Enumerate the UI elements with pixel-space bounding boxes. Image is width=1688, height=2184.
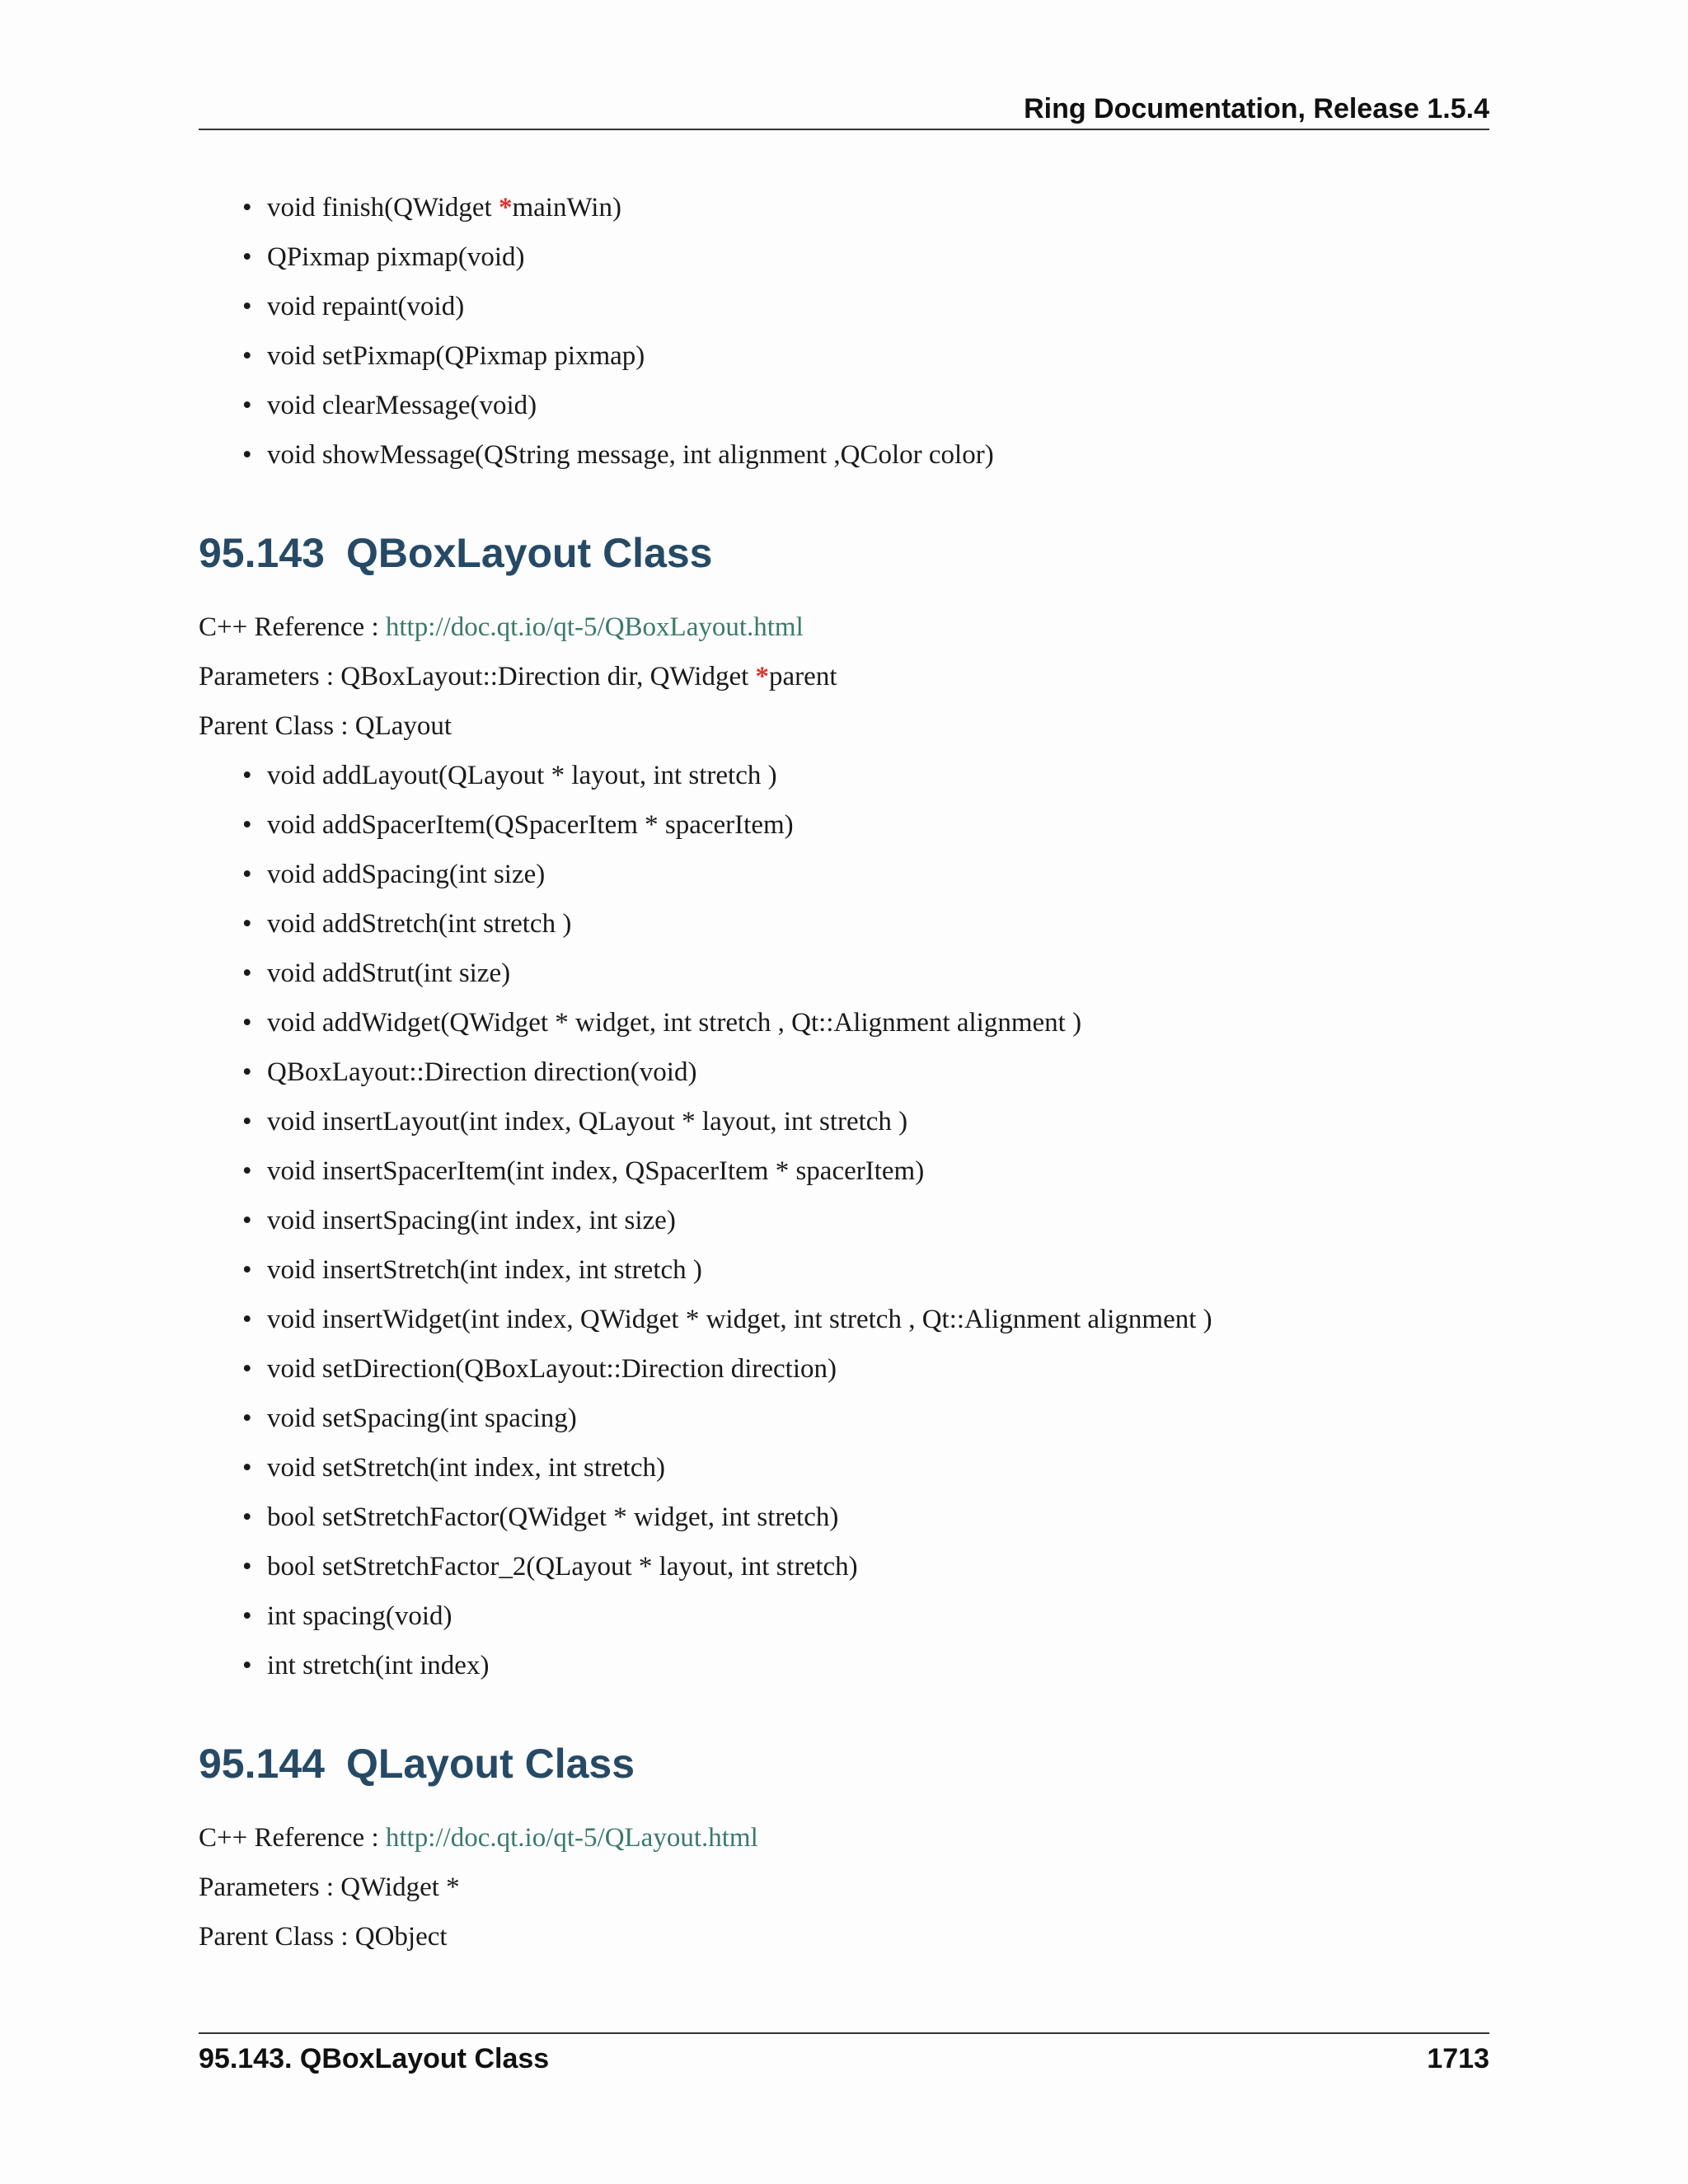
list-item: • void setPixmap(QPixmap pixmap) (242, 341, 645, 371)
section-title: QLayout Class (345, 1741, 635, 1787)
list-item: • void insertSpacerItem(int index, QSpacerItem * spacerItem) (242, 1156, 925, 1186)
page-header (199, 91, 1489, 130)
list-item: • void insertWidget(int index, QWidget * widget, int stretch , Qt::Alignment alignment ) (242, 1305, 1212, 1334)
list-item: • void addStrut(int size) (242, 958, 511, 988)
list-item: • void addSpacerItem(QSpacerItem * spacerItem) (242, 810, 794, 840)
footer-section-title: 95.143. QBoxLayout Class (199, 2043, 550, 2074)
page-number: 1713 (1427, 2043, 1489, 2074)
list-item: • void setStretch(int index, int stretch) (242, 1453, 665, 1483)
list-item: • void addStretch(int stretch ) (242, 909, 572, 939)
list-item: • void insertStretch(int index, int stretch ) (242, 1255, 702, 1285)
list-item: • bool setStretchFactor_2(QLayout * layout, int stretch) (242, 1552, 858, 1582)
page-content (199, 191, 1489, 1970)
qboxlayout-method-list (199, 759, 1489, 1682)
list-item: • void setSpacing(int spacing) (242, 1404, 577, 1433)
parameters: Parameters : QWidget * (199, 1872, 460, 1902)
list-item: • int spacing(void) (242, 1601, 452, 1631)
section-heading-qboxlayout (199, 528, 1489, 578)
section-title: QBoxLayout Class (345, 530, 713, 576)
section-number: 95.144 (199, 1741, 325, 1787)
list-item: • void showMessage(QString message, int alignment ,QColor color) (242, 440, 994, 470)
cpp-reference: C++ Reference : http://doc.qt.io/qt-5/QLayout.html (199, 1823, 758, 1853)
intro-method-list (199, 191, 1489, 471)
list-item: • void insertSpacing(int index, int size) (242, 1206, 676, 1235)
list-item: • void addSpacing(int size) (242, 860, 546, 889)
parameters: Parameters : QBoxLayout::Direction dir, QWidget *parent (199, 662, 837, 691)
section-heading-qlayout (199, 1739, 1489, 1788)
list-item: • bool setStretchFactor(QWidget * widget, int stretch) (242, 1502, 839, 1532)
parent-class: Parent Class : QObject (199, 1922, 448, 1952)
cpp-reference-link[interactable]: http://doc.qt.io/qt-5/QBoxLayout.html (385, 612, 804, 642)
list-item: • void finish(QWidget *mainWin) (242, 193, 621, 223)
list-item: • QBoxLayout::Direction direction(void) (242, 1057, 697, 1087)
document-title: Ring Documentation, Release 1.5.4 (1024, 93, 1489, 124)
cpp-reference-link[interactable]: http://doc.qt.io/qt-5/QLayout.html (385, 1823, 758, 1853)
list-item: • void repaint(void) (242, 292, 465, 321)
list-item: • QPixmap pixmap(void) (242, 242, 525, 272)
list-item: • void clearMessage(void) (242, 391, 537, 420)
parent-class: Parent Class : QLayout (199, 711, 452, 741)
list-item: • void setDirection(QBoxLayout::Direction direction) (242, 1354, 837, 1384)
list-item: • void addWidget(QWidget * widget, int stretch , Qt::Alignment alignment ) (242, 1008, 1082, 1038)
list-item: • int stretch(int index) (242, 1651, 490, 1680)
list-item: • void insertLayout(int index, QLayout * layout, int stretch ) (242, 1107, 908, 1137)
section-number: 95.143 (199, 530, 325, 576)
list-item: • void addLayout(QLayout * layout, int stretch ) (242, 761, 777, 790)
cpp-reference: C++ Reference : http://doc.qt.io/qt-5/QBoxLayout.html (199, 612, 804, 642)
page-footer (199, 2032, 1489, 2083)
